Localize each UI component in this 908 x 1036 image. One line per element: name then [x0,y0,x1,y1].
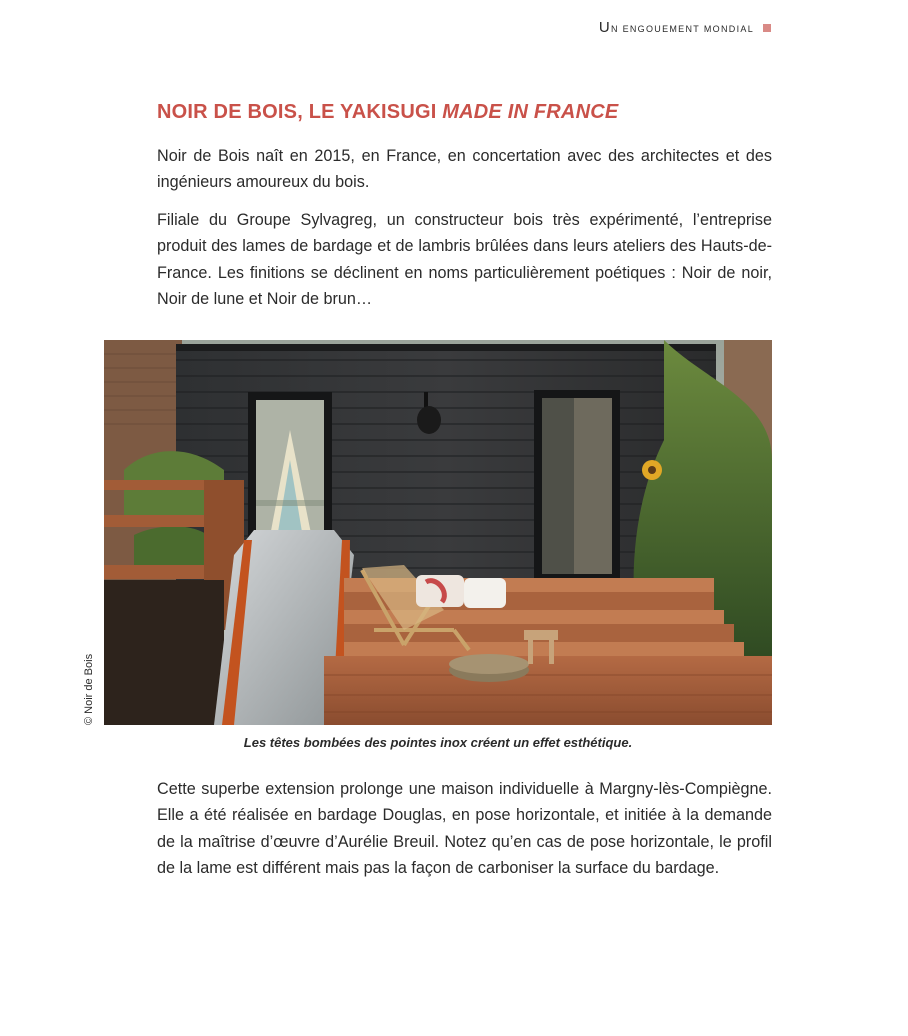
body-paragraph-3: Cette superbe extension prolonge une maison individuelle à Margny-lès-Compiègne. Elle a été réalisée en bardage Douglas, en pose horizontale, et initiée à la demande de la maîtrise d’œuvre d’Aurélie Breuil. Notez qu’en cas de pose horizontale, le profil de la lame est différent mais pas la façon de carboniser la surface du bardage. [157,780,772,878]
running-header [599,19,771,36]
house-extension-photo [104,340,772,725]
running-header-initial: U [598,19,611,36]
section-title [157,99,773,125]
header-square-marker [763,24,771,32]
section-title-italic: MADE IN FRANCE [442,101,619,123]
running-header-title [599,19,754,36]
photo-credit: © Noir de Bois [83,653,95,725]
photo-caption: Les têtes bombées des pointes inox créent un effet esthétique. [243,735,633,750]
running-header-rest: n engouement mondial [610,20,754,35]
body-paragraph-1: Noir de Bois naît en 2015, en France, en concertation avec des architectes et des ingénieurs amoureux du bois. [157,147,772,192]
body-paragraph-2: Filiale du Groupe Sylvagreg, un constructeur bois très expérimenté, l’entreprise produit des lames de bardage et de lambris brûlées dans leurs ateliers des Hauts-de-France. Les finitions se déclinent en noms particulièrement poétiques : Noir de noir, Noir de lune et Noir de brun… [157,211,772,309]
section-title-main: NOIR DE BOIS, LE YAKISUGI [157,101,443,123]
